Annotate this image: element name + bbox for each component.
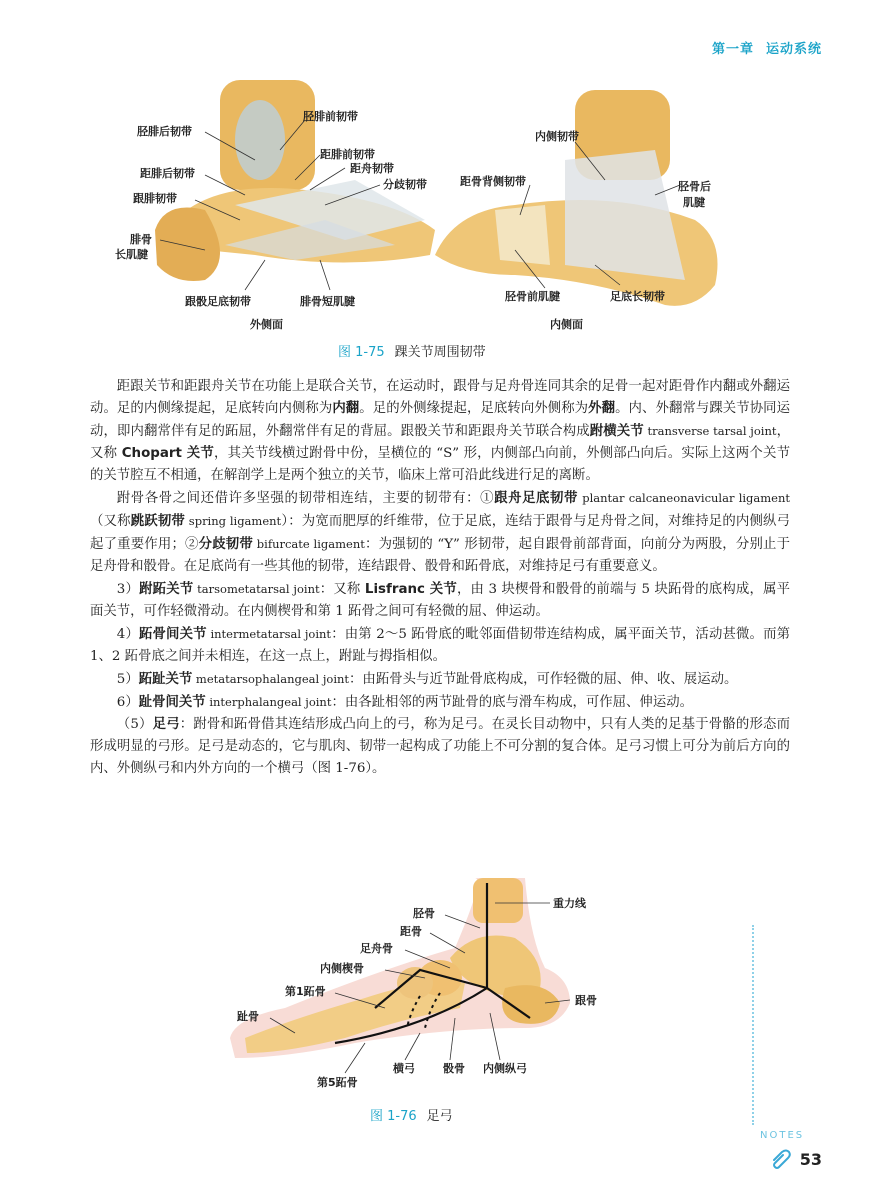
chapter-label: 第一章 bbox=[711, 42, 754, 57]
label-anterior-tibiofibular-ligament: 胫腓前韧带 bbox=[303, 110, 358, 123]
label-medial-longitudinal-arch: 内侧纵弓 bbox=[483, 1062, 527, 1075]
label-medial-cuneiform: 内侧楔骨 bbox=[320, 962, 364, 975]
notes-label: NOTES bbox=[760, 1130, 805, 1141]
label-tibialis-posterior-2: 肌腱 bbox=[683, 196, 705, 209]
foot-arch-illustration bbox=[230, 878, 570, 1058]
label-anterior-talofibular-ligament: 距腓前韧带 bbox=[320, 148, 375, 161]
label-fibularis-longus-2: 长肌腱 bbox=[115, 248, 148, 261]
label-fibularis-brevis: 腓骨短肌腱 bbox=[300, 295, 355, 308]
body-text bbox=[90, 376, 790, 780]
label-navicular: 足舟骨 bbox=[360, 942, 393, 955]
figure-1-76-caption bbox=[370, 1105, 453, 1124]
paragraph: 距跟关节和距跟舟关节在功能上是联合关节，在运动时，跟骨与足舟骨连同其余的足骨一起对距骨作内翻或外翻运动。足的内侧缘提起，足底转向内侧称为内翻。足的外侧缘提起，足底转向外侧称为外翻。内、外翻常与踝关节协同运动，即内翻常伴有足的跖屈，外翻常伴有足的背屈。跟骰关节和距跟舟关节联合构成跗横关节 transverse tarsal joint，又称 Chopart 关节，其关节线横过跗骨中份，呈横位的 “S” 形，内侧部凸向前，外侧部凸向后。实际上这两个关节的关节腔互不相通，在解剖学上是两个独立的关节，临床上常可沿此线进行足的离断。 bbox=[90, 379, 791, 483]
label-fifth-metatarsal: 第5跖骨 bbox=[317, 1076, 358, 1089]
paragraph: 跗骨各骨之间还借许多坚强的韧带相连结，主要的韧带有：①跟舟足底韧带 plantar calcaneonavicular ligament（又称跳跃韧带 spring ligament）：为宽而肥厚的纤维带，位于足底，连结于跟骨与足舟骨之间，对维持足的内侧纵弓起了重要作用；②分歧韧带 bifurcate ligament：为强韧的 “Y” 形韧带，起自跟骨前部背面，向前分为两股，分别止于足舟骨和骰骨。在足底尚有一些其他的韧带，连结跟骨、骰骨和跖骨底，对维持足弓有重要意义。 bbox=[90, 491, 791, 574]
label-lateral-view: 外侧面 bbox=[250, 318, 283, 331]
label-plantar-calcaneocuboid-ligament: 跟骰足底韧带 bbox=[185, 295, 251, 308]
paragraph: 5）跖趾关节 metatarsophalangeal joint：由跖骨头与近节趾骨底构成，可作轻微的屈、伸、收、展运动。 bbox=[116, 672, 738, 687]
label-phalanges: 趾骨 bbox=[237, 1010, 259, 1023]
label-bifurcate-ligament: 分歧韧带 bbox=[383, 178, 427, 191]
label-talonavicular-ligament: 距舟韧带 bbox=[350, 162, 394, 175]
label-transverse-arch: 横弓 bbox=[393, 1062, 415, 1075]
figure-1-76 bbox=[225, 878, 625, 1103]
figure-title: 踝关节周围韧带 bbox=[394, 345, 486, 360]
running-header bbox=[700, 38, 822, 57]
figure-1-75-caption bbox=[338, 341, 486, 360]
label-tibia: 胫骨 bbox=[413, 907, 435, 920]
paragraph: 3）跗跖关节 tarsometatarsal joint：又称 Lisfranc 关节，由 3 块楔骨和骰骨的前端与 5 块跖骨的底构成，属平面关节，可作轻微滑动。在内侧楔骨和第 1 跖骨之间可有轻微的屈、伸运动。 bbox=[90, 582, 790, 619]
section-label: 运动系统 bbox=[765, 42, 822, 57]
label-medial-view: 内侧面 bbox=[550, 318, 583, 331]
label-talus: 距骨 bbox=[400, 925, 422, 938]
label-posterior-tibiofibular-ligament: 胫腓后韧带 bbox=[137, 125, 192, 138]
label-dorsal-talar-ligament: 距骨背侧韧带 bbox=[460, 175, 526, 188]
label-calcaneofibular-ligament: 跟腓韧带 bbox=[133, 192, 177, 205]
paperclip-icon bbox=[770, 1148, 792, 1170]
label-long-plantar-ligament: 足底长韧带 bbox=[610, 290, 665, 303]
figure-title: 足弓 bbox=[426, 1109, 453, 1124]
page-number: 53 bbox=[799, 1150, 822, 1169]
figure-1-75 bbox=[95, 80, 785, 340]
notes-margin-line bbox=[752, 925, 754, 1125]
figure-number: 图 1-76 bbox=[370, 1109, 417, 1124]
label-medial-ligament: 内侧韧带 bbox=[535, 130, 579, 143]
label-tibialis-posterior-1: 胫骨后 bbox=[678, 180, 711, 193]
label-fibularis-longus-1: 腓骨 bbox=[130, 233, 152, 246]
figure-number: 图 1-75 bbox=[338, 345, 385, 360]
label-calcaneus: 跟骨 bbox=[575, 994, 597, 1007]
label-first-metatarsal: 第1跖骨 bbox=[285, 985, 326, 998]
label-tibialis-anterior: 胫骨前肌腱 bbox=[505, 290, 560, 303]
paragraph: （5）足弓：跗骨和跖骨借其连结形成凸向上的弓，称为足弓。在灵长目动物中，只有人类的足基于骨骼的形态而形成明显的弓形。足弓是动态的，它与肌肉、韧带一起构成了功能上不可分割的复合体。足弓习惯上可分为前后方向的内、外侧纵弓和内外方向的一个横弓（图 1-76）。 bbox=[90, 717, 791, 776]
label-gravity-line: 重力线 bbox=[553, 897, 586, 910]
label-cuboid: 骰骨 bbox=[443, 1062, 465, 1075]
medial-ankle-illustration bbox=[435, 90, 718, 306]
paragraph: 6）趾骨间关节 interphalangeal joint：由各趾相邻的两节趾骨的底与滑车构成，可作屈、伸运动。 bbox=[116, 695, 693, 710]
paragraph: 4）跖骨间关节 intermetatarsal joint：由第 2～5 跖骨底的毗邻面借韧带连结构成，属平面关节，活动甚微。而第 1、2 跖骨底之间并未相连，在这一点上，跗趾与拇指相似。 bbox=[90, 627, 790, 664]
label-posterior-talofibular-ligament: 距腓后韧带 bbox=[140, 167, 195, 180]
